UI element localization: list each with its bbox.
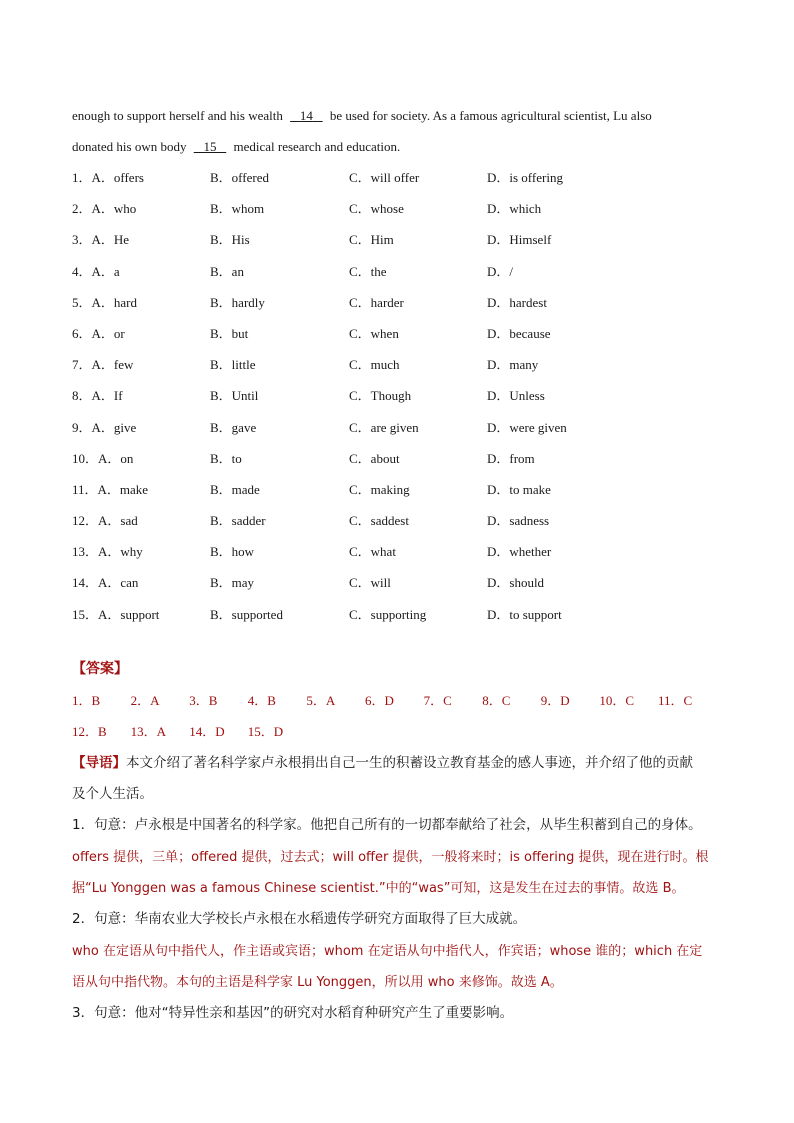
answer-item: 5．A: [306, 692, 336, 708]
passage-text: enough to support herself and his wealth: [72, 108, 283, 123]
option-c: C．are given: [349, 419, 419, 435]
passage-line-1: [72, 100, 722, 131]
option-a: 11．A．make: [72, 481, 149, 497]
passage-text: medical research and education.: [233, 139, 401, 154]
answer-item: 8．C: [482, 692, 511, 708]
option-c: C．what: [349, 544, 396, 560]
option-d: D．sadness: [487, 513, 550, 529]
option-c: C．Him: [349, 232, 394, 248]
option-b: B．offered: [210, 170, 269, 185]
answers-row-1: [72, 685, 722, 717]
option-b: B．made: [210, 481, 260, 497]
option-b: B．sadder: [210, 513, 266, 529]
option-b: B．an: [210, 263, 244, 279]
option-c: C．the: [349, 263, 387, 279]
option-a: 1．A．offers: [72, 170, 144, 185]
option-row: [72, 536, 722, 567]
option-row: [72, 193, 722, 224]
option-c: C．making: [349, 481, 410, 497]
explanation-2-line-3: 语从句中指代物。本句的主语是科学家 Lu Yonggen，所以用 who 来修饰。故选 A。: [72, 974, 563, 990]
blank-15: 15: [203, 139, 217, 154]
option-d: D．to support: [487, 606, 562, 622]
option-a: 8．A．If: [72, 388, 123, 404]
option-d: D．were given: [487, 419, 567, 435]
answer-item: 3．B: [189, 692, 218, 708]
option-a: 14．A．can: [72, 575, 139, 591]
option-a: 5．A．hard: [72, 294, 137, 310]
option-row: [72, 474, 722, 505]
answer-item: 9．D: [540, 692, 570, 708]
option-a: 7．A．few: [72, 357, 134, 373]
options-list: [72, 162, 722, 630]
option-a: 12．A．sad: [72, 513, 138, 529]
option-c: C．will: [349, 575, 391, 591]
option-b: B．His: [210, 232, 250, 248]
option-row: [72, 505, 722, 536]
option-a: 9．A．give: [72, 419, 137, 435]
option-row: [72, 318, 722, 349]
option-a: 4．A．a: [72, 263, 120, 279]
option-c: C．saddest: [349, 513, 409, 529]
option-a: 6．A．or: [72, 325, 125, 341]
option-a: 2．A．who: [72, 201, 137, 217]
explanation-2-title: 2．句意：华南农业大学校长卢永根在水稻遗传学研究方面取得了巨大成就。: [72, 911, 527, 928]
option-b: B．Until: [210, 388, 259, 404]
passage-text: be used for society. As a famous agricultural scientist, Lu also: [329, 108, 652, 123]
explanation-1-title: 1．句意：卢永根是中国著名的科学家。他把自己所有的一切都奉献给了社会，从毕生积蓄到自己的身体。: [72, 817, 702, 834]
answer-item: 13．A: [130, 724, 166, 740]
option-row: [72, 380, 722, 411]
option-b: B．supported: [210, 606, 283, 622]
option-a: 15．A．support: [72, 606, 160, 622]
option-c: C．about: [349, 450, 400, 466]
option-c: C．Though: [349, 388, 412, 404]
answer-item: 6．D: [365, 692, 394, 708]
answers-row-2: [72, 716, 722, 748]
option-row: [72, 599, 722, 630]
option-row: [72, 224, 722, 255]
answer-item: 4．B: [247, 692, 276, 708]
answer-item: 15．D: [247, 724, 284, 740]
option-d: D．is offering: [487, 170, 563, 185]
document-page: [72, 100, 722, 1029]
answer-heading: 【答案】: [72, 661, 128, 677]
answer-item: 11．C: [658, 692, 693, 708]
option-d: D．Himself: [487, 232, 552, 248]
option-c: C．when: [349, 325, 399, 341]
option-row: [72, 349, 722, 380]
option-d: D．from: [487, 450, 535, 466]
option-a: 10．A．on: [72, 450, 134, 466]
option-d: D．/: [487, 263, 514, 279]
option-d: D．many: [487, 357, 539, 373]
guide-label: 【导语】: [72, 754, 126, 771]
explanation-1-line-3: 据“Lu Yonggen was a famous Chinese scientist.”中的“was”可知，这是发生在过去的事情。故选 B。: [72, 881, 685, 896]
answer-item: 10．C: [599, 692, 635, 708]
option-row: [72, 256, 722, 287]
option-b: B．to: [210, 450, 242, 466]
option-a: 13．A．why: [72, 544, 143, 560]
blank-14: 14: [299, 108, 313, 123]
explanation-3-title: 3．句意：他对“特异性亲和基因”的研究对水稻育种研究产生了重要影响。: [72, 1005, 514, 1022]
option-a: 3．A．He: [72, 232, 130, 248]
answer-item: 2．A: [130, 692, 160, 708]
option-c: C．will offer: [349, 170, 420, 185]
option-d: D．whether: [487, 544, 552, 560]
explanation-1-line-2: offers 提供，三单；offered 提供，过去式；will offer 提供，一般将来时；is offering 提供，现在进行时。根: [72, 849, 709, 865]
option-row: [72, 412, 722, 443]
answer-item: 12．B: [72, 724, 107, 740]
option-row: [72, 443, 722, 474]
option-b: B．little: [210, 357, 256, 373]
option-c: C．much: [349, 357, 400, 373]
option-b: B．may: [210, 575, 255, 591]
option-d: D．which: [487, 201, 542, 217]
answer-item: 1．B: [72, 692, 101, 708]
passage-text: donated his own body: [72, 139, 187, 154]
option-b: B．whom: [210, 201, 265, 217]
answer-item: 14．D: [189, 724, 225, 740]
option-row: [72, 162, 722, 193]
answer-item: 7．C: [423, 692, 452, 708]
option-b: B．gave: [210, 419, 257, 435]
option-d: D．because: [487, 325, 551, 341]
option-d: D．should: [487, 575, 545, 591]
option-row: [72, 287, 722, 318]
option-c: C．supporting: [349, 606, 427, 622]
explanation-2-line-2: who 在定语从句中指代人，作主语或宾语；whom 在定语从句中指代人，作宾语；whose 谁的；which 在定: [72, 943, 703, 959]
passage-line-2: [72, 131, 722, 162]
option-b: B．hardly: [210, 294, 265, 310]
option-d: D．hardest: [487, 294, 547, 310]
option-row: [72, 567, 722, 598]
option-b: B．but: [210, 325, 249, 341]
option-b: B．how: [210, 544, 255, 560]
option-d: D．Unless: [487, 388, 545, 404]
guide-paragraph: 【导语】本文介绍了著名科学家卢永根捐出自己一生的积蓄设立教育基金的感人事迹，并介绍了他的贡献 及个人生活。: [72, 754, 693, 803]
option-c: C．harder: [349, 294, 404, 310]
option-d: D．to make: [487, 481, 551, 497]
option-c: C．whose: [349, 201, 404, 217]
